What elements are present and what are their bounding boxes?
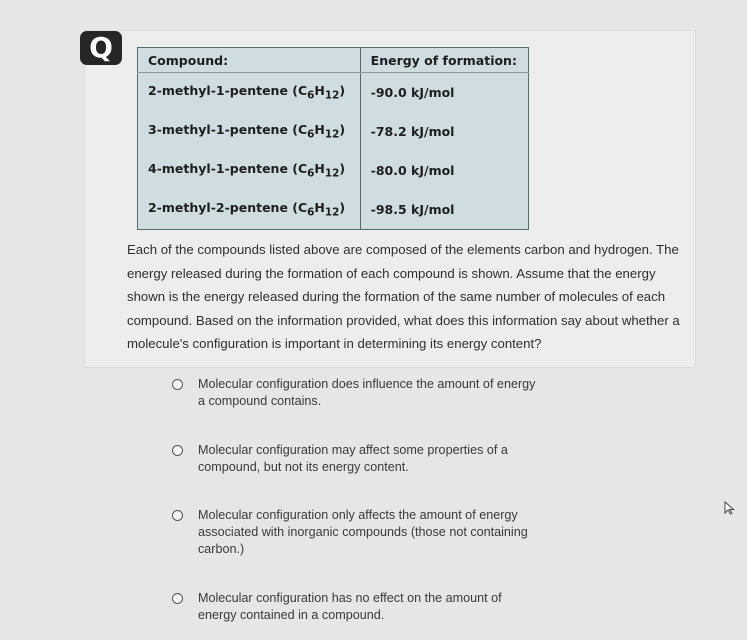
table-row <box>138 112 529 151</box>
compound-energy: -78.2 kJ/mol <box>360 112 528 151</box>
radio-button[interactable] <box>172 445 183 456</box>
compound-energy: -98.5 kJ/mol <box>360 190 528 230</box>
compound-name: 4-methyl-1-pentene $(C_6H_{12})$ <box>148 161 346 180</box>
table-header-row <box>138 48 529 73</box>
table-row <box>138 151 529 190</box>
radio-button[interactable] <box>172 593 183 604</box>
radio-button[interactable] <box>172 510 183 521</box>
table-row <box>138 190 529 230</box>
compound-name: 2-methyl-2-pentene $(C_6H_{12})$ <box>148 200 346 219</box>
compound-name: 2-methyl-1-pentene $(C_6H_{12})$ <box>148 83 346 102</box>
answer-option-3[interactable] <box>172 507 572 558</box>
mouse-pointer-icon <box>724 501 736 515</box>
answer-option-1[interactable] <box>172 376 572 410</box>
header-energy: Energy of formation: <box>360 48 528 73</box>
header-compound: Compound: <box>138 48 361 73</box>
answer-option-label: Molecular configuration has no effect on the amount of energy contained in a compound. <box>198 591 502 622</box>
answer-option-label: Molecular configuration only affects the amount of energy associated with inorganic compounds (those not containing carbon.) <box>198 508 528 556</box>
table-row <box>138 73 529 113</box>
compound-energy: -90.0 kJ/mol <box>360 73 528 113</box>
answer-option-4[interactable] <box>172 590 572 624</box>
question-text: Each of the compounds listed above are composed of the elements carbon and hydrogen. The energy released during the formation of each compound is shown. Assume that the energy shown is the energy released during the formation of the same number of molecules of each compound. Based on the information provided, what does this information say about whether a molecule's configuration is important in determining its energy content? <box>127 242 680 352</box>
answer-option-2[interactable] <box>172 442 572 476</box>
compound-name: 3-methyl-1-pentene $(C_6H_{12})$ <box>148 122 346 141</box>
compound-table <box>137 47 529 230</box>
radio-button[interactable] <box>172 379 183 390</box>
question-badge-icon: Q <box>80 31 122 65</box>
answer-option-label: Molecular configuration may affect some properties of a compound, but not its energy content. <box>198 443 508 474</box>
answer-option-label: Molecular configuration does influence the amount of energy a compound contains. <box>198 377 536 408</box>
compound-energy: -80.0 kJ/mol <box>360 151 528 190</box>
